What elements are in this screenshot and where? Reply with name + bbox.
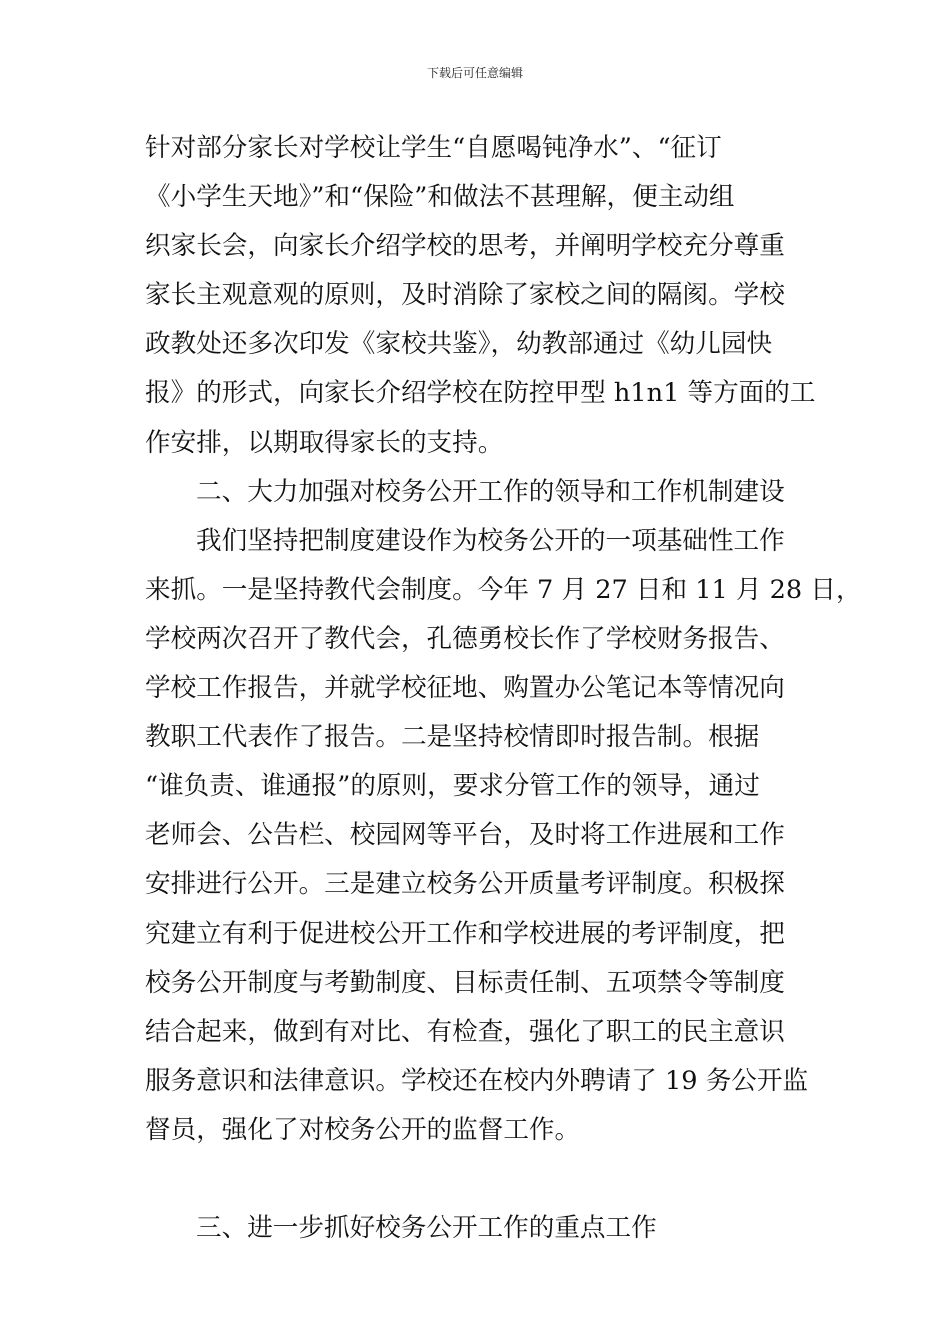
paragraph-line: 报》的形式，向家长介绍学校在防控甲型 h1n1 等方面的工 — [145, 378, 816, 409]
paragraph-line: 究建立有利于促进校公开工作和学校进展的考评制度，把 — [145, 918, 785, 949]
paragraph-line: 作安排，以期取得家长的支持。 — [145, 427, 504, 458]
blank-line — [145, 1155, 810, 1204]
page-header-note: 下载后可任意编辑 — [426, 66, 523, 80]
paragraph-line: 学校两次召开了教代会，孔德勇校长作了学校财务报告、 — [145, 623, 785, 654]
paragraph-line: 校务公开制度与考勤制度、目标责任制、五项禁令等制度 — [145, 967, 785, 998]
paragraph-line: 政教处还多次印发《家校共鉴》，幼教部通过《幼儿园快 — [145, 329, 773, 360]
paragraph-line: 针对部分家长对学校让学生“自愿喝钝净水”、“征订 — [145, 133, 722, 163]
paragraph-line: 老师会、公告栏、校园网等平台，及时将工作进展和工作 — [145, 820, 785, 851]
paragraph-line: 安排进行公开。三是建立校务公开质量考评制度。积极探 — [145, 869, 785, 900]
paragraph-line: 我们坚持把制度建设作为校务公开的一项基础性工作 — [196, 525, 785, 556]
paragraph-line: 教职工代表作了报告。二是坚持校情即时报告制。根据 — [145, 722, 760, 753]
paragraph-line: 织家长会，向家长介绍学校的思考，并阐明学校充分尊重 — [145, 231, 785, 262]
paragraph-line: “谁负责、谁通报”的原则，要求分管工作的领导，通过 — [145, 771, 760, 802]
document-body — [145, 124, 862, 1253]
paragraph-line: 《小学生天地》”和“保险”和做法不甚理解，便主动组 — [145, 182, 735, 213]
paragraph-line: 来抓。一是坚持教代会制度。今年 7 月 27 日和 11 月 28 日， — [145, 574, 862, 605]
paragraph-line: 家长主观意观的原则，及时消除了家校之间的隔阂。学校 — [145, 280, 785, 311]
paragraph-line: 学校工作报告，并就学校征地、购置办公笔记本等情况向 — [145, 673, 785, 704]
section-heading: 二、大力加强对校务公开工作的领导和工作机制建设 — [196, 476, 785, 507]
paragraph-line: 结合起来，做到有对比、有检查，强化了职工的民主意识 — [145, 1016, 785, 1047]
paragraph-line: 服务意识和法律意识。学校还在校内外聘请了 19 务公开监 — [145, 1065, 809, 1096]
section-heading: 三、进一步抓好校务公开工作的重点工作 — [196, 1213, 657, 1244]
paragraph-line: 督员，强化了对校务公开的监督工作。 — [145, 1114, 581, 1145]
